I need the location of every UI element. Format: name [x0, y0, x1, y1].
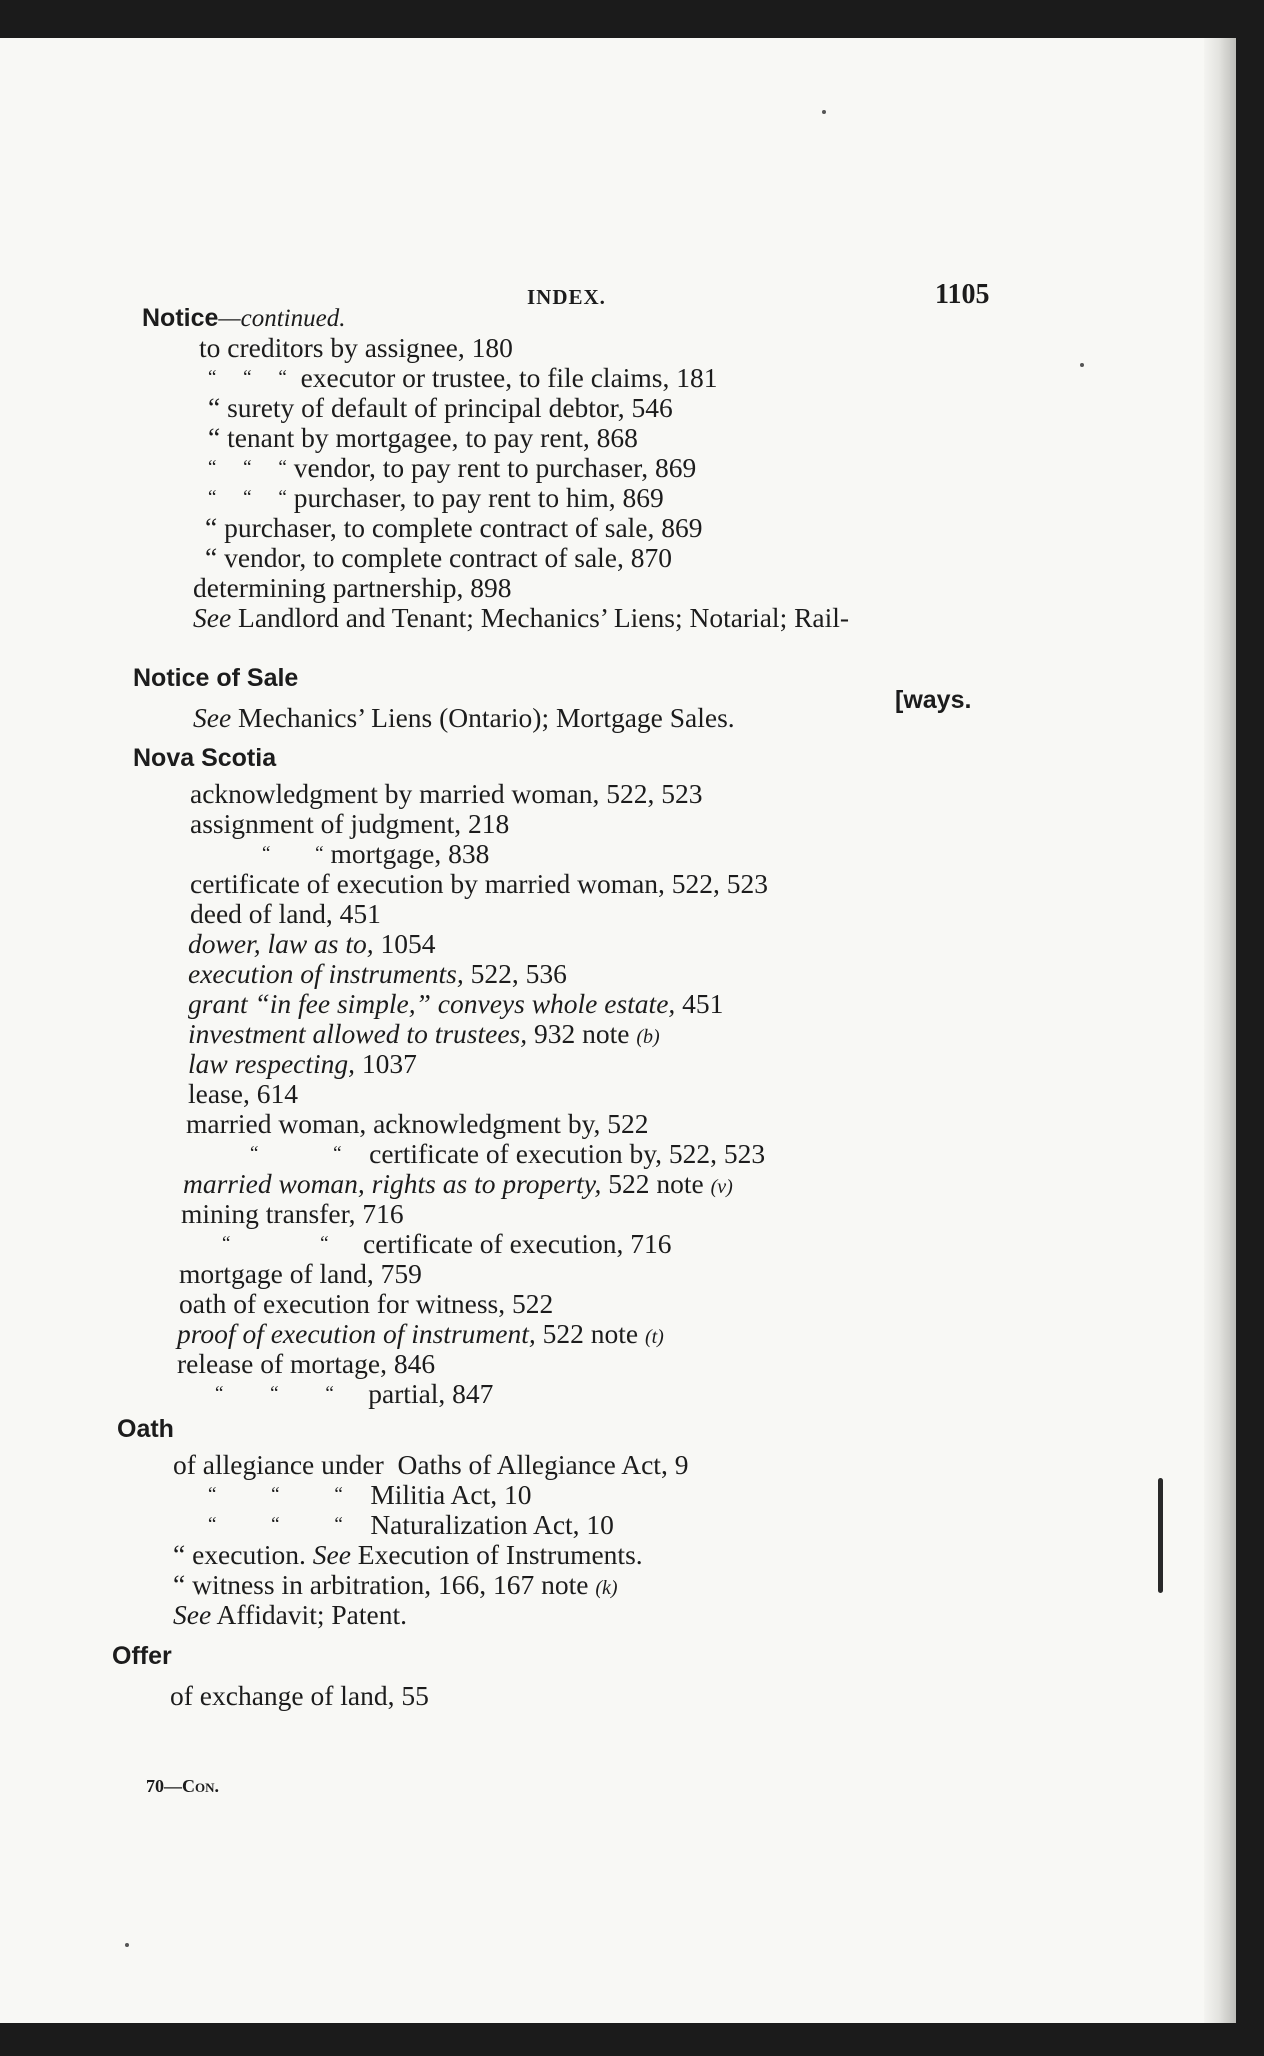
- speck: [822, 110, 826, 114]
- see-also-text: Mechanics’ Liens (Ontario); Mortgage Sales.: [238, 702, 735, 733]
- note-letter: (k): [595, 1577, 618, 1599]
- index-line: certificate of execution by married woman, 522, 523: [190, 868, 769, 899]
- index-line: mortgage of land, 759: [179, 1258, 422, 1289]
- see-also-line: [193, 703, 735, 733]
- heading-continued: —continued.: [218, 305, 346, 332]
- speck: [1080, 363, 1084, 367]
- index-line-text: Oaths of Allegiance Act, 9: [397, 1449, 689, 1480]
- index-line: oath of execution for witness, 522: [179, 1288, 554, 1319]
- index-line-text: partial, 847: [368, 1378, 494, 1409]
- index-line: mining transfer, 716: [181, 1198, 404, 1229]
- index-line: [188, 959, 567, 989]
- index-line: [188, 1049, 417, 1079]
- index-line-text: mortgage, 838: [330, 838, 490, 869]
- speck: [125, 1943, 129, 1947]
- see-label: See: [193, 602, 232, 633]
- ditto-marks: “ “ “: [208, 487, 287, 508]
- index-line: of exchange of land, 55: [170, 1680, 429, 1711]
- italic-term: married woman, rights as to property,: [183, 1168, 602, 1199]
- margin-pencil-mark: [1158, 1478, 1163, 1593]
- see-also-text: Landlord and Tenant; Mechanics’ Liens; Notarial; Rail-: [238, 602, 850, 633]
- index-line-text: 522 note: [542, 1318, 639, 1349]
- entry-heading-offer: Offer: [112, 1642, 172, 1670]
- entry-heading-nova-scotia: Nova Scotia: [133, 744, 277, 772]
- wrapped-word: [ways.: [895, 686, 972, 714]
- ditto-marks: “ “ “: [215, 1383, 334, 1404]
- see-also-line: [173, 1600, 407, 1630]
- index-line-text: executor or trustee, to file claims, 181: [300, 362, 718, 393]
- page-number: 1105: [935, 279, 990, 310]
- index-line-text: Execution of Instruments.: [357, 1539, 643, 1570]
- index-line: [262, 839, 489, 869]
- note-letter: (b): [636, 1026, 660, 1048]
- entry-heading-oath: Oath: [117, 1415, 174, 1443]
- index-line-text: “ execution.: [173, 1539, 306, 1570]
- index-line-text: certificate of execution by, 522, 523: [369, 1138, 766, 1169]
- index-line: [208, 363, 718, 393]
- ditto-marks: “ “ “: [208, 457, 287, 478]
- italic-term: investment allowed to trustees,: [188, 1018, 528, 1049]
- index-line: [188, 989, 723, 1019]
- see-also-text: Affidavit; Patent.: [216, 1599, 407, 1630]
- index-line: deed of land, 451: [190, 898, 381, 929]
- note-letter: (v): [710, 1176, 733, 1198]
- index-line: [208, 483, 664, 513]
- index-line: lease, 614: [188, 1078, 298, 1109]
- index-line: “ vendor, to complete contract of sale, 870: [205, 542, 672, 573]
- index-line-text: “ witness in arbitration, 166, 167 note: [173, 1569, 589, 1600]
- index-line: assignment of judgment, 218: [190, 808, 510, 839]
- index-line: married woman, acknowledgment by, 522: [186, 1108, 649, 1139]
- index-line: to creditors by assignee, 180: [199, 332, 513, 363]
- signature-mark: 70—Con.: [146, 1776, 219, 1796]
- index-line: “ tenant by mortgagee, to pay rent, 868: [208, 422, 638, 453]
- book-page: [0, 38, 1236, 2023]
- see-label: See: [193, 702, 232, 733]
- see-label: See: [173, 1599, 212, 1630]
- index-line-text: 1054: [380, 928, 436, 959]
- index-line: “ purchaser, to complete contract of sale, 869: [205, 512, 703, 543]
- ditto-marks: “ “ “: [208, 1484, 343, 1505]
- index-line: [208, 1480, 532, 1510]
- index-line: [215, 1379, 493, 1409]
- ditto-marks: “ “ “: [208, 367, 287, 388]
- index-line-text: 522 note: [608, 1168, 704, 1199]
- see-also-line: [193, 603, 849, 633]
- page-edge-shadow: [1204, 38, 1236, 2023]
- running-header: INDEX.: [527, 285, 606, 309]
- index-line: [173, 1540, 643, 1570]
- index-line: “ surety of default of principal debtor, 546: [208, 392, 673, 423]
- ditto-marks: “ “ “: [208, 1514, 343, 1535]
- index-line: [222, 1229, 671, 1259]
- index-line-text: 932 note: [534, 1018, 630, 1049]
- index-line: determining partnership, 898: [193, 572, 512, 603]
- entry-heading-notice: [142, 303, 345, 334]
- see-label: See: [312, 1539, 351, 1570]
- index-line: release of mortage, 846: [177, 1348, 436, 1379]
- index-line: acknowledgment by married woman, 522, 523: [190, 778, 703, 809]
- index-line: [188, 929, 436, 959]
- index-line-text: 522, 536: [470, 958, 567, 989]
- italic-term: dower, law as to,: [188, 928, 374, 959]
- index-line: [208, 453, 696, 483]
- index-line-text: Militia Act, 10: [370, 1479, 532, 1510]
- index-line-text: 1037: [361, 1048, 417, 1079]
- note-letter: (t): [644, 1326, 664, 1348]
- index-line-text: Naturalization Act, 10: [370, 1509, 614, 1540]
- ditto-marks: “ “: [262, 843, 324, 864]
- italic-term: law respecting,: [188, 1048, 356, 1079]
- italic-term: grant “in fee simple,” conveys whole estate,: [188, 988, 676, 1019]
- index-line: [250, 1139, 765, 1169]
- index-line-text: purchaser, to pay rent to him, 869: [293, 482, 664, 513]
- index-line: [173, 1450, 688, 1480]
- index-line-text: certificate of execution, 716: [363, 1228, 672, 1259]
- ditto-marks: “ “: [222, 1233, 329, 1254]
- italic-term: execution of instruments,: [188, 958, 464, 989]
- ditto-marks: “ “: [250, 1143, 342, 1164]
- index-line: [208, 1510, 614, 1540]
- index-line-text: 451: [682, 988, 724, 1019]
- index-line-text: vendor, to pay rent to purchaser, 869: [293, 452, 697, 483]
- italic-term: proof of execution of instrument,: [177, 1318, 536, 1349]
- heading-text: Notice: [142, 304, 219, 332]
- index-line-text: of allegiance under: [173, 1449, 384, 1480]
- entry-heading-notice-of-sale: Notice of Sale: [133, 664, 299, 692]
